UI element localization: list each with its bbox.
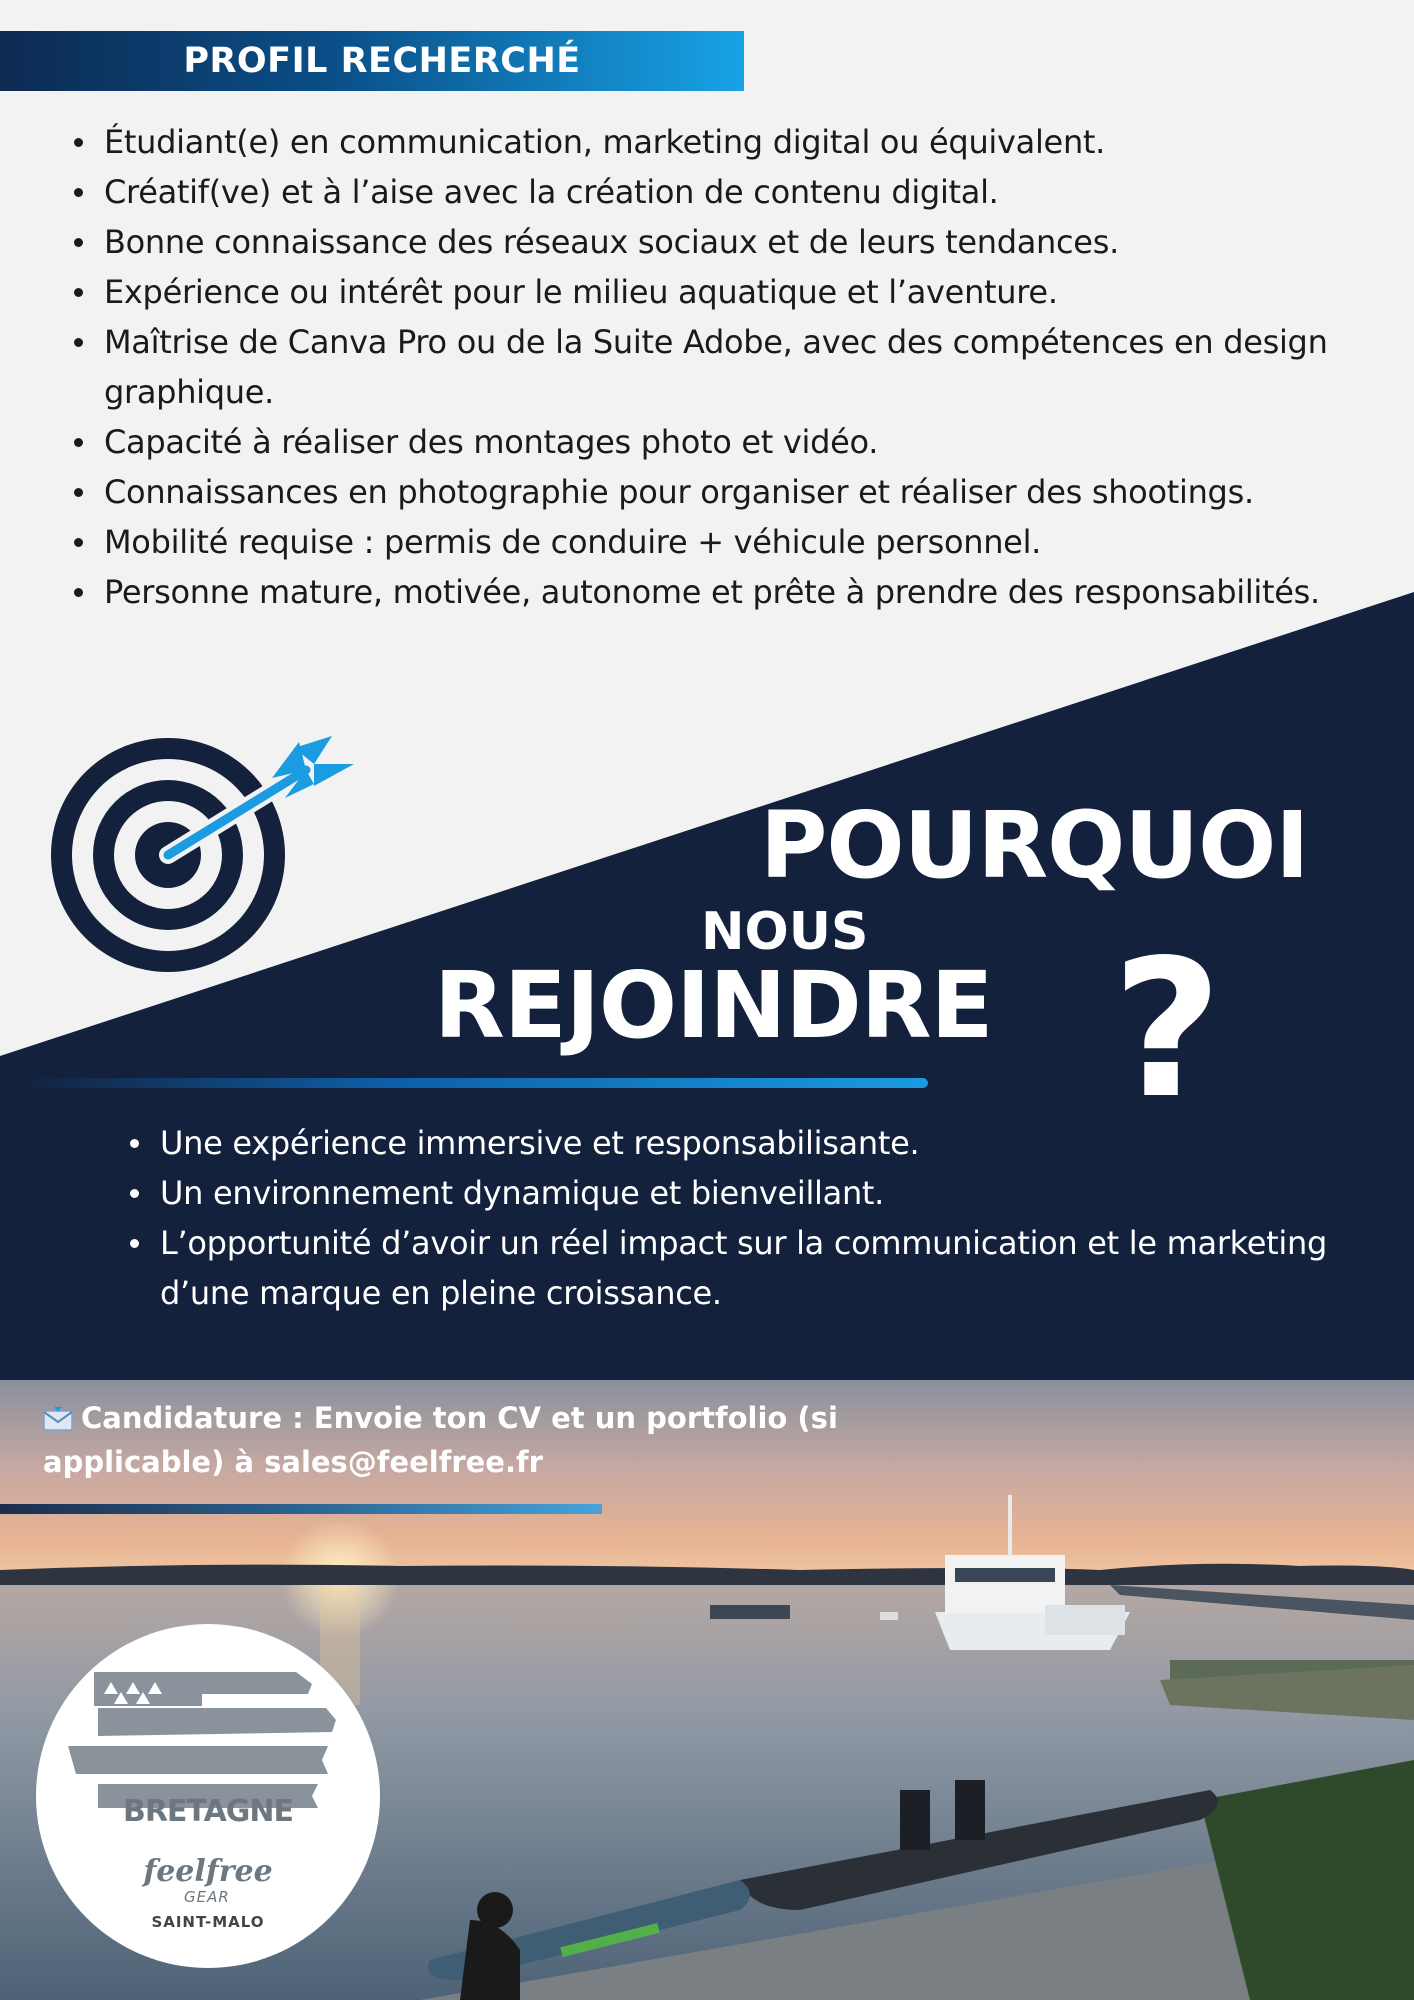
requirement-item: Maîtrise de Canva Pro ou de la Suite Adobe, avec des compétences en design graphique.: [104, 317, 1384, 417]
application-text: Candidature : Envoie ton CV et un portfolio (si applicable) à sales@feelfree.fr: [43, 1401, 838, 1479]
brand-logo: [36, 1624, 380, 1968]
logo-region: BRETAGNE: [122, 1794, 294, 1829]
why-title-line3: REJOINDRE: [434, 952, 993, 1059]
application-underline: [0, 1504, 602, 1514]
requirement-item: Personne mature, motivée, autonome et prête à prendre des responsabilités.: [104, 567, 1384, 617]
application-info: [43, 1396, 903, 1484]
requirement-item: Connaissances en photographie pour organiser et réaliser des shootings.: [104, 467, 1384, 517]
benefit-item: Un environnement dynamique et bienveillant.: [160, 1168, 1360, 1218]
profil-section-header: [0, 31, 744, 91]
logo-brand: feelfree: [143, 1854, 273, 1889]
logo-brand-sub: GEAR: [184, 1888, 230, 1906]
accent-divider: [20, 1078, 928, 1088]
requirement-item: Expérience ou intérêt pour le milieu aquatique et l’aventure.: [104, 267, 1384, 317]
requirement-item: Capacité à réaliser des montages photo et vidéo.: [104, 417, 1384, 467]
why-title-line2: NOUS: [701, 902, 869, 962]
benefit-item: Une expérience immersive et responsabilisante.: [160, 1118, 1360, 1168]
requirement-item: Créatif(ve) et à l’aise avec la création de contenu digital.: [104, 167, 1384, 217]
benefits-list: [160, 1118, 1360, 1318]
requirements-list: [104, 117, 1384, 617]
logo-city: SAINT-MALO: [151, 1913, 265, 1931]
target-arrow-icon: [44, 734, 364, 974]
benefit-item: L’opportunité d’avoir un réel impact sur la communication et le marketing d’une marque en pleine croissance.: [160, 1218, 1360, 1318]
profil-title: PROFIL RECHERCHÉ: [183, 41, 581, 81]
requirement-item: Étudiant(e) en communication, marketing digital ou équivalent.: [104, 117, 1384, 167]
why-title-line1: POURQUOI: [760, 792, 1309, 899]
envelope-icon: [43, 1407, 73, 1431]
requirement-item: Mobilité requise : permis de conduire + véhicule personnel.: [104, 517, 1384, 567]
requirement-item: Bonne connaissance des réseaux sociaux et de leurs tendances.: [104, 217, 1384, 267]
question-mark: ?: [1112, 919, 1223, 1140]
